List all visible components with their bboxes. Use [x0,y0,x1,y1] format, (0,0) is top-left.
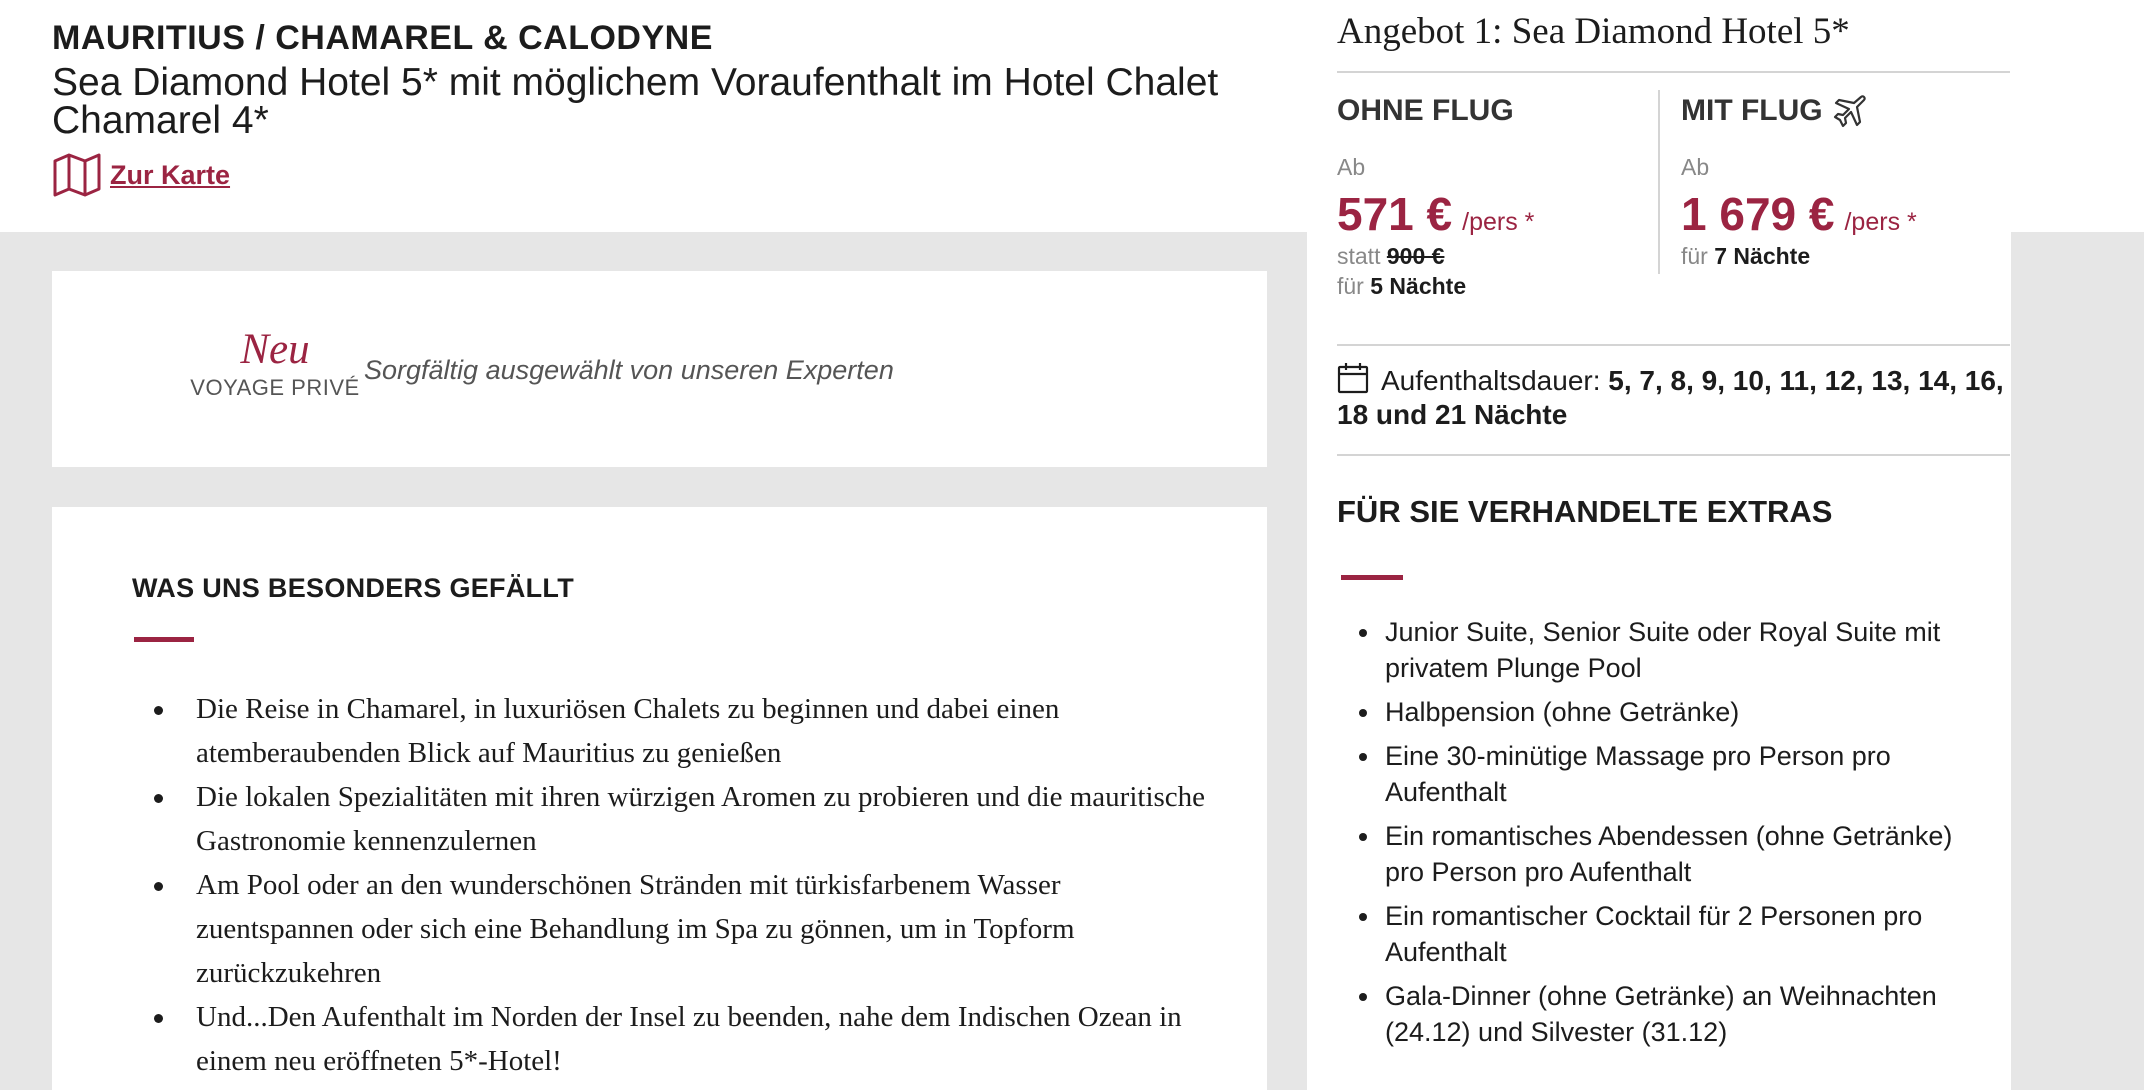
per-person-label: /pers * [1844,208,1917,236]
hotel-title: Sea Diamond Hotel 5* mit möglichem Voraufenthalt im Hotel Chalet Chamarel 4* [52,61,1219,142]
list-item: Am Pool oder an den wunderschönen Stränden mit türkisfarbenem Wasser zuentspannen oder sich eine Behandlung im Spa zu gönnen, um in Topform zurückzukehren [148,863,1208,995]
nights-value: 7 Nächte [1714,243,1811,269]
neu-label: Neu [240,326,310,373]
divider [1337,454,2010,456]
fuer-label: für [1337,273,1364,299]
old-price-line [1337,241,1657,271]
highlights-accent-rule [134,637,194,642]
nights-line [1681,241,2001,271]
offer-panel [1307,0,2011,1090]
extras-title: FÜR SIE VERHANDELTE EXTRAS [1337,494,1833,529]
extras-list [1337,614,1977,1058]
column-divider [1658,90,1660,274]
highlights-list [148,687,1208,1083]
offer-title: Angebot 1: Sea Diamond Hotel 5* [1337,11,1850,52]
with-flight-label: MIT FLUG [1681,94,1823,127]
map-link-label[interactable]: Zur Karte [110,159,231,190]
list-item: Die Reise in Chamarel, in luxuriösen Chalets zu beginnen und dabei einen atemberaubenden Blick auf Mauritius zu genießen [148,687,1208,775]
nights-line [1337,271,1657,301]
per-person-label: /pers * [1462,208,1535,236]
stay-values: 5, 7, 8, 9, 10, 11, 12, 13, 14, 16, 18 und 21 Nächte [1337,365,2004,430]
divider [1337,71,2010,73]
voyage-prive-badge-card [52,271,1267,467]
list-item: Halbpension (ohne Getränke) [1337,694,1977,730]
map-link[interactable] [52,152,1272,198]
price-with-flight[interactable] [1681,90,2001,271]
without-flight-heading: OHNE FLUG [1337,94,1514,127]
stay-label: Aufenthaltsdauer: [1381,365,1601,396]
from-label: Ab [1681,154,1710,180]
nights-value: 5 Nächte [1370,273,1467,299]
brand-label: VOYAGE PRIVÉ [190,375,360,400]
region-title: MAURITIUS / CHAMAREL & CALODYNE [52,19,713,57]
list-item: Die lokalen Spezialitäten mit ihren würzigen Aromen zu probieren und die mauritische Gastronomie kennenzulernen [148,775,1208,863]
map-icon [52,152,102,198]
old-price: 900 € [1386,243,1445,269]
expert-tagline: Sorgfältig ausgewählt von unseren Experten [364,355,894,385]
list-item: Und...Den Aufenthalt im Norden der Insel zu beenden, nahe dem Indischen Ozean in einem neu eröffneten 5*-Hotel! [148,995,1208,1083]
page-header [52,16,1272,198]
statt-label: statt [1337,243,1381,269]
neu-badge [152,327,398,401]
with-flight-heading [1681,90,2001,132]
list-item: Junior Suite, Senior Suite oder Royal Suite mit privatem Plunge Pool [1337,614,1977,686]
price-line [1337,187,1657,241]
list-item: Eine 30-minütige Massage pro Person pro Aufenthalt [1337,738,1977,810]
list-item: Gala-Dinner (ohne Getränke) an Weihnachten (24.12) und Silvester (31.12) [1337,978,1977,1050]
fuer-label: für [1681,243,1708,269]
highlights-card [52,507,1267,1090]
extras-accent-rule [1341,575,1403,580]
calendar-icon [1337,362,1369,394]
list-item: Ein romantischer Cocktail für 2 Personen pro Aufenthalt [1337,898,1977,970]
price-line [1681,187,2001,241]
divider [1337,344,2010,346]
stay-duration [1337,362,2007,432]
list-item: Ein romantisches Abendessen (ohne Getränke) pro Person pro Aufenthalt [1337,818,1977,890]
price-value: 571 € [1337,188,1453,240]
price-value: 1 679 € [1681,188,1835,240]
from-label: Ab [1337,154,1366,180]
highlights-title: WAS UNS BESONDERS GEFÄLLT [132,573,575,603]
airplane-icon [1833,94,1867,128]
price-without-flight[interactable] [1337,90,1657,301]
